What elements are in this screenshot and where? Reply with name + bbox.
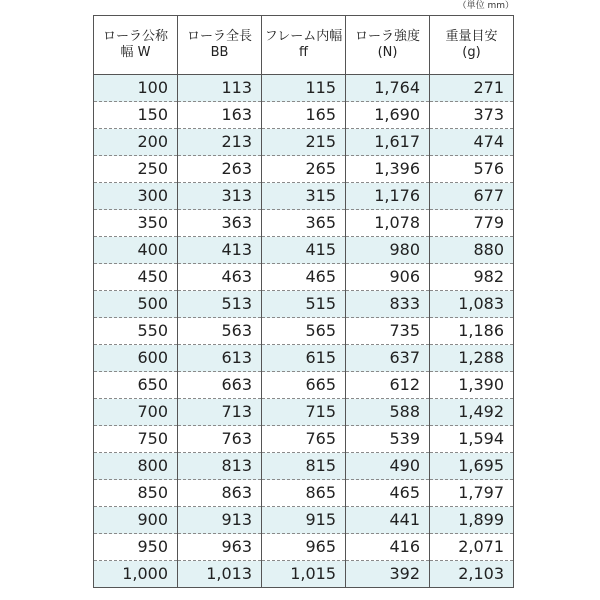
cell-weight: 2,103 <box>430 561 514 588</box>
cell-frame-inner-width: 365 <box>262 210 346 237</box>
cell-roller-strength: 588 <box>346 399 430 426</box>
cell-weight: 1,594 <box>430 426 514 453</box>
cell-roller-strength: 465 <box>346 480 430 507</box>
cell-roller-strength: 906 <box>346 264 430 291</box>
cell-roller-strength: 637 <box>346 345 430 372</box>
table-row <box>94 399 514 426</box>
cell-total-length: 463 <box>178 264 262 291</box>
cell-total-length: 1,013 <box>178 561 262 588</box>
cell-nominal-width: 350 <box>94 210 178 237</box>
cell-nominal-width: 200 <box>94 129 178 156</box>
table-header <box>94 16 514 75</box>
cell-weight: 373 <box>430 102 514 129</box>
cell-frame-inner-width: 115 <box>262 75 346 102</box>
cell-nominal-width: 450 <box>94 264 178 291</box>
cell-nominal-width: 900 <box>94 507 178 534</box>
cell-weight: 576 <box>430 156 514 183</box>
cell-roller-strength: 1,176 <box>346 183 430 210</box>
cell-frame-inner-width: 915 <box>262 507 346 534</box>
cell-nominal-width: 650 <box>94 372 178 399</box>
table-row <box>94 291 514 318</box>
cell-nominal-width: 1,000 <box>94 561 178 588</box>
cell-roller-strength: 833 <box>346 291 430 318</box>
table-row <box>94 210 514 237</box>
cell-weight: 1,083 <box>430 291 514 318</box>
cell-total-length: 363 <box>178 210 262 237</box>
column-header-line: ローラ全長 <box>186 29 252 44</box>
table-row <box>94 534 514 561</box>
cell-nominal-width: 600 <box>94 345 178 372</box>
cell-total-length: 613 <box>178 345 262 372</box>
column-header-line: (N) <box>377 45 398 60</box>
cell-total-length: 763 <box>178 426 262 453</box>
column-header-line: BB <box>210 45 229 60</box>
column-header-line: (g) <box>462 45 481 60</box>
cell-nominal-width: 950 <box>94 534 178 561</box>
cell-frame-inner-width: 315 <box>262 183 346 210</box>
cell-nominal-width: 150 <box>94 102 178 129</box>
cell-roller-strength: 980 <box>346 237 430 264</box>
table-row <box>94 156 514 183</box>
cell-roller-strength: 539 <box>346 426 430 453</box>
column-header-line: 幅 W <box>120 45 151 60</box>
cell-nominal-width: 250 <box>94 156 178 183</box>
column-header-frame-inner-width <box>262 16 346 75</box>
column-header-roller-strength <box>346 16 430 75</box>
cell-weight: 1,899 <box>430 507 514 534</box>
table-row <box>94 129 514 156</box>
cell-weight: 1,492 <box>430 399 514 426</box>
cell-nominal-width: 500 <box>94 291 178 318</box>
table-row <box>94 183 514 210</box>
cell-weight: 880 <box>430 237 514 264</box>
cell-frame-inner-width: 815 <box>262 453 346 480</box>
table-body <box>94 75 514 588</box>
cell-total-length: 563 <box>178 318 262 345</box>
cell-roller-strength: 1,078 <box>346 210 430 237</box>
cell-frame-inner-width: 465 <box>262 264 346 291</box>
roller-spec-table <box>93 15 514 588</box>
table-row <box>94 372 514 399</box>
cell-nominal-width: 700 <box>94 399 178 426</box>
table-row <box>94 480 514 507</box>
cell-total-length: 113 <box>178 75 262 102</box>
cell-weight: 677 <box>430 183 514 210</box>
cell-total-length: 963 <box>178 534 262 561</box>
table-row <box>94 237 514 264</box>
cell-weight: 1,186 <box>430 318 514 345</box>
cell-weight: 2,071 <box>430 534 514 561</box>
cell-weight: 982 <box>430 264 514 291</box>
cell-frame-inner-width: 165 <box>262 102 346 129</box>
column-header-line: 重量目安 <box>445 29 498 44</box>
cell-total-length: 713 <box>178 399 262 426</box>
cell-frame-inner-width: 1,015 <box>262 561 346 588</box>
table-row <box>94 426 514 453</box>
cell-total-length: 813 <box>178 453 262 480</box>
cell-frame-inner-width: 765 <box>262 426 346 453</box>
cell-total-length: 263 <box>178 156 262 183</box>
cell-frame-inner-width: 865 <box>262 480 346 507</box>
cell-weight: 779 <box>430 210 514 237</box>
column-header-nominal-width <box>94 16 178 75</box>
cell-nominal-width: 550 <box>94 318 178 345</box>
table-row <box>94 318 514 345</box>
cell-frame-inner-width: 515 <box>262 291 346 318</box>
cell-roller-strength: 1,617 <box>346 129 430 156</box>
cell-total-length: 313 <box>178 183 262 210</box>
cell-frame-inner-width: 265 <box>262 156 346 183</box>
cell-frame-inner-width: 565 <box>262 318 346 345</box>
table-row <box>94 561 514 588</box>
header-row <box>94 16 514 75</box>
cell-roller-strength: 441 <box>346 507 430 534</box>
cell-frame-inner-width: 715 <box>262 399 346 426</box>
column-header-total-length <box>178 16 262 75</box>
cell-nominal-width: 100 <box>94 75 178 102</box>
cell-frame-inner-width: 965 <box>262 534 346 561</box>
cell-weight: 1,288 <box>430 345 514 372</box>
cell-roller-strength: 490 <box>346 453 430 480</box>
cell-total-length: 213 <box>178 129 262 156</box>
table-row <box>94 75 514 102</box>
table-row <box>94 345 514 372</box>
table-row <box>94 102 514 129</box>
table-row <box>94 507 514 534</box>
cell-roller-strength: 735 <box>346 318 430 345</box>
cell-roller-strength: 1,690 <box>346 102 430 129</box>
cell-total-length: 663 <box>178 372 262 399</box>
cell-total-length: 513 <box>178 291 262 318</box>
column-header-line: ローラ公称 <box>102 29 168 44</box>
column-header-line: ローラ強度 <box>354 29 420 44</box>
cell-total-length: 163 <box>178 102 262 129</box>
cell-weight: 1,390 <box>430 372 514 399</box>
cell-nominal-width: 300 <box>94 183 178 210</box>
cell-nominal-width: 850 <box>94 480 178 507</box>
cell-weight: 1,797 <box>430 480 514 507</box>
cell-total-length: 913 <box>178 507 262 534</box>
cell-nominal-width: 400 <box>94 237 178 264</box>
cell-weight: 1,695 <box>430 453 514 480</box>
column-header-weight <box>430 16 514 75</box>
cell-frame-inner-width: 415 <box>262 237 346 264</box>
cell-total-length: 413 <box>178 237 262 264</box>
unit-note: （単位 mm） <box>457 1 514 11</box>
column-header-line: フレーム内幅 <box>264 29 343 44</box>
cell-weight: 271 <box>430 75 514 102</box>
cell-roller-strength: 612 <box>346 372 430 399</box>
cell-total-length: 863 <box>178 480 262 507</box>
cell-roller-strength: 1,396 <box>346 156 430 183</box>
cell-frame-inner-width: 215 <box>262 129 346 156</box>
cell-nominal-width: 750 <box>94 426 178 453</box>
cell-frame-inner-width: 615 <box>262 345 346 372</box>
cell-roller-strength: 416 <box>346 534 430 561</box>
cell-nominal-width: 800 <box>94 453 178 480</box>
cell-weight: 474 <box>430 129 514 156</box>
table-row <box>94 453 514 480</box>
table-row <box>94 264 514 291</box>
cell-frame-inner-width: 665 <box>262 372 346 399</box>
cell-roller-strength: 1,764 <box>346 75 430 102</box>
column-header-line: ff <box>299 45 308 60</box>
cell-roller-strength: 392 <box>346 561 430 588</box>
